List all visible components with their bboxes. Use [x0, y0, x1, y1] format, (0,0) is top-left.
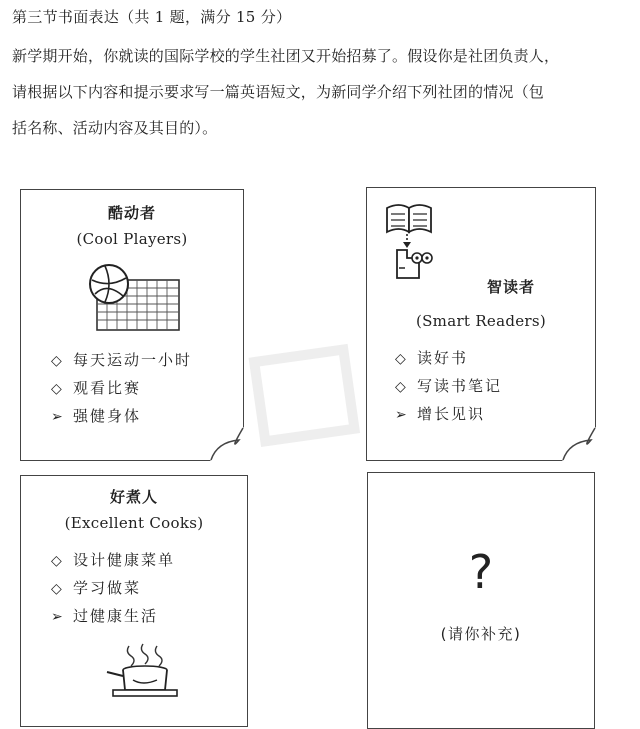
arrow-marker: ➢	[395, 407, 407, 423]
cooking-pot-icon	[103, 642, 183, 706]
bullet-marker: ◇	[51, 553, 62, 569]
club-item-text: 设计健康菜单	[73, 551, 176, 569]
club-item	[51, 402, 192, 430]
club-item-text: 学习做菜	[73, 579, 142, 597]
club-item	[395, 372, 502, 400]
arrow-marker: ➢	[51, 409, 63, 425]
club-item	[51, 374, 192, 402]
fill-in-hint: (请你补充)	[440, 625, 522, 643]
bullet-marker: ◇	[51, 381, 62, 397]
intro-line-1: 新学期开始，你就读的国际学校的学生社团又开始招募了。假设你是社团负责人，	[12, 47, 560, 65]
club-item	[395, 400, 502, 428]
club-item-text: 过健康生活	[73, 607, 159, 625]
club-card-excellent-cooks	[20, 475, 248, 727]
club-name-cn: 智读者	[486, 278, 535, 296]
club-item	[51, 602, 175, 630]
club-item-text: 每天运动一小时	[73, 351, 193, 369]
bullet-marker: ◇	[395, 351, 406, 367]
bullet-marker: ◇	[51, 581, 62, 597]
club-name-cn: 酷动者	[107, 204, 156, 222]
page-curl-icon	[209, 426, 245, 462]
intro-line-3: 括名称、活动内容及其目的）。	[12, 119, 218, 137]
club-name-en: (Cool Players)	[76, 230, 188, 248]
club-item-text: 写读书笔记	[417, 377, 503, 395]
club-item-text: 强健身体	[73, 407, 142, 425]
book-reader-icon	[383, 202, 443, 286]
club-item-text: 读好书	[417, 349, 469, 367]
question-mark: ?	[468, 545, 494, 599]
club-name-en: (Smart Readers)	[415, 312, 547, 330]
bullet-marker: ◇	[51, 353, 62, 369]
club-name-cn: 好煮人	[109, 488, 158, 506]
club-name-en: (Excellent Cooks)	[64, 514, 204, 532]
arrow-marker: ➢	[51, 609, 63, 625]
club-item	[51, 574, 175, 602]
section-header: 第三节书面表达（共 1 题，满分 15 分）	[12, 8, 292, 26]
club-item-text: 增长见识	[417, 405, 486, 423]
volleyball-net-icon	[83, 262, 183, 336]
club-card-cool-players	[20, 189, 244, 461]
bullet-marker: ◇	[395, 379, 406, 395]
club-card-smart-readers	[366, 187, 596, 461]
club-item	[51, 546, 175, 574]
club-item-text: 观看比赛	[73, 379, 142, 397]
intro-line-2: 请根据以下内容和提示要求写一篇英语短文，为新同学介绍下列社团的情况（包	[12, 83, 545, 101]
club-item	[395, 344, 502, 372]
club-card-to-fill	[367, 472, 595, 729]
page-curl-icon	[561, 426, 597, 462]
club-item	[51, 346, 192, 374]
